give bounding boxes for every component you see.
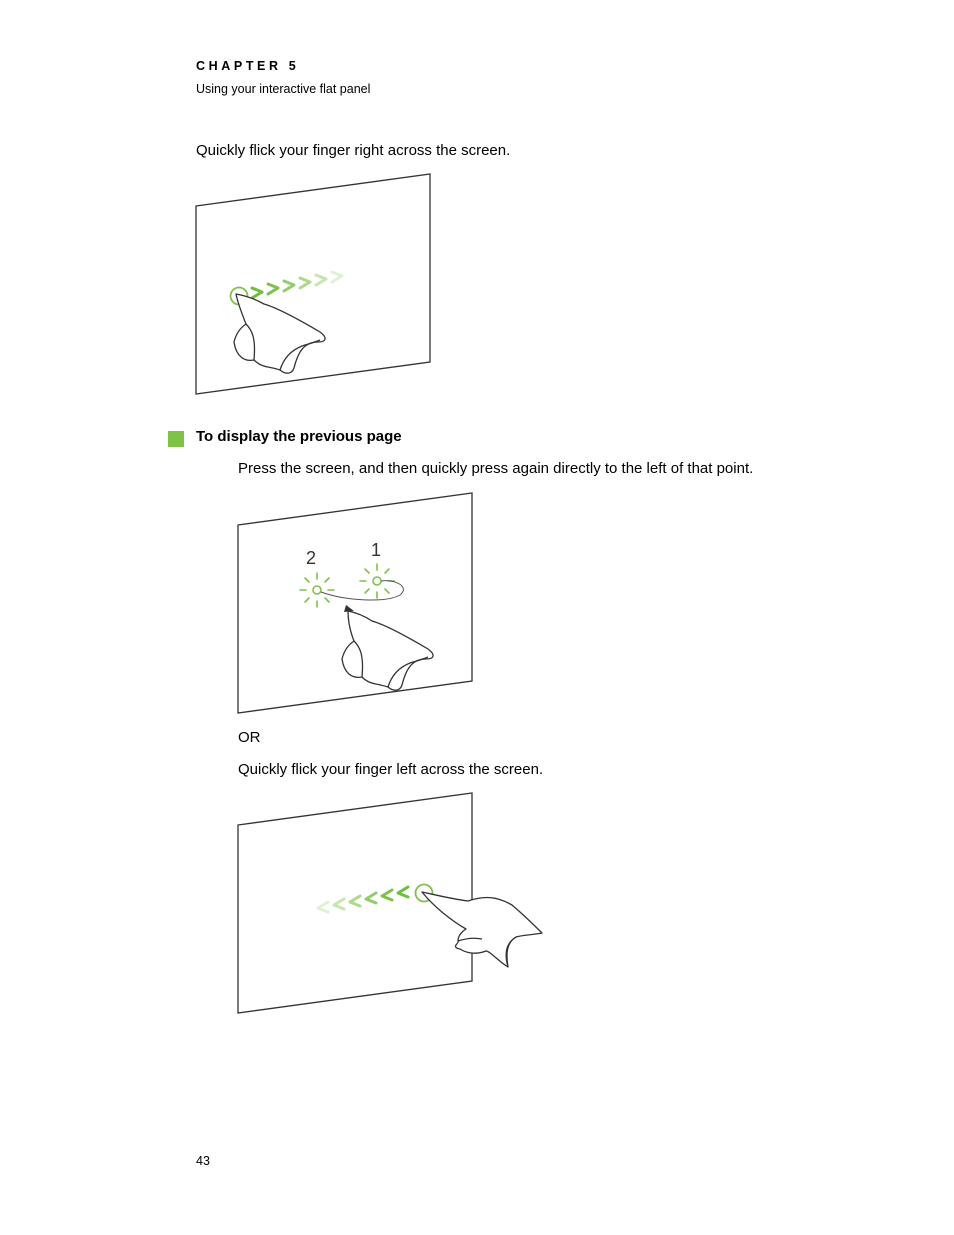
procedure-bullet-icon	[168, 431, 184, 447]
screen-panel	[196, 174, 430, 394]
flick-left-illustration	[236, 791, 548, 1017]
or-divider-text: OR	[238, 729, 261, 746]
double-press-illustration	[236, 491, 476, 717]
press-label-second: 2	[305, 548, 317, 568]
flick-right-illustration	[194, 172, 434, 398]
chapter-label: CHAPTER 5	[196, 59, 300, 73]
flick-left-instruction: Quickly flick your finger left across the screen.	[238, 761, 544, 778]
screen-panel	[238, 493, 472, 713]
press-label-first: 1	[370, 540, 382, 560]
procedure-heading: To display the previous page	[196, 428, 402, 445]
chapter-subtitle: Using your interactive flat panel	[196, 82, 371, 96]
page-number: 43	[196, 1154, 210, 1168]
flick-right-instruction: Quickly flick your finger right across the screen.	[196, 142, 511, 159]
press-instruction: Press the screen, and then quickly press again directly to the left of that point.	[238, 460, 754, 477]
